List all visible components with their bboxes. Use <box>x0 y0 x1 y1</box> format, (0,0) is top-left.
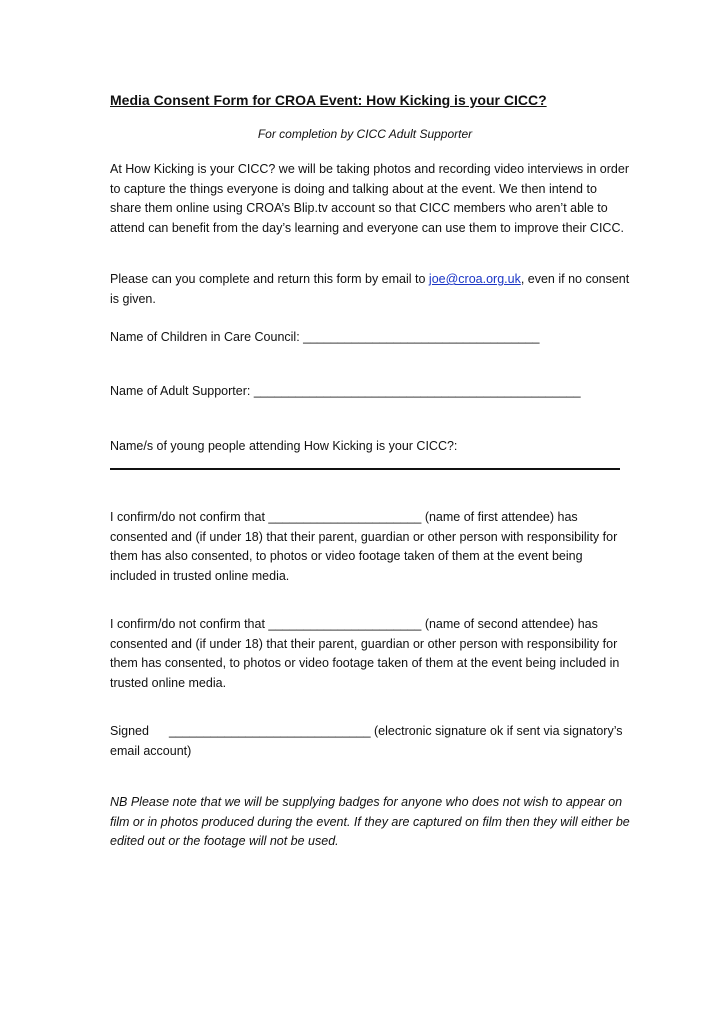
return-text-before: Please can you complete and return this form by email to <box>110 272 429 286</box>
young-people-label: Name/s of young people attending How Kicking is your CICC?: <box>110 439 458 453</box>
adult-supporter-field[interactable]: Name of Adult Supporter: _______________________________________________ <box>110 384 581 398</box>
return-instructions <box>110 270 630 309</box>
signature-line[interactable]: _____________________________ (electronic signature ok if sent via signatory’s email account) <box>110 724 623 758</box>
return-text-after: , even if no consent is given. <box>110 272 630 306</box>
signed-label: Signed <box>110 724 149 738</box>
first-attendee-consent: I confirm/do not confirm that ______________________ (name of first attendee) has consented and (if under 18) that their parent, guardian or other person with responsibility for them has also consented, to photos or video footage taken of them at the event being included in trusted online media. <box>110 510 618 583</box>
form-title: Media Consent Form for CROA Event: How Kicking is your CICC? <box>110 92 547 108</box>
nb-note: NB Please note that we will be supplying badges for anyone who does not wish to appear on film or in photos produced during the event. If they are captured on film then they will either be edited out or the footage will not be used. <box>110 795 630 848</box>
form-subtitle: For completion by CICC Adult Supporter <box>257 127 473 141</box>
signature-section <box>110 722 630 761</box>
intro-paragraph: At How Kicking is your CICC? we will be taking photos and recording video interviews in order to capture the things everyone is doing and talking about at the event. We then intend to share them online using CROA’s Blip.tv account so that CICC members who aren’t able to attend can benefit from the day’s learning and everyone can use them to improve their CICC. <box>110 162 629 235</box>
young-people-entry-line[interactable] <box>110 468 620 470</box>
second-attendee-consent: I confirm/do not confirm that ______________________ (name of second attendee) has consented and (if under 18) that their parent, guardian or other person with responsibility for them has consented, to photos or video footage taken of them at the event being included in trusted online media. <box>110 617 620 690</box>
return-email-link[interactable]: joe@croa.org.uk <box>428 272 521 286</box>
council-name-field[interactable]: Name of Children in Care Council: __________________________________ <box>110 330 540 344</box>
